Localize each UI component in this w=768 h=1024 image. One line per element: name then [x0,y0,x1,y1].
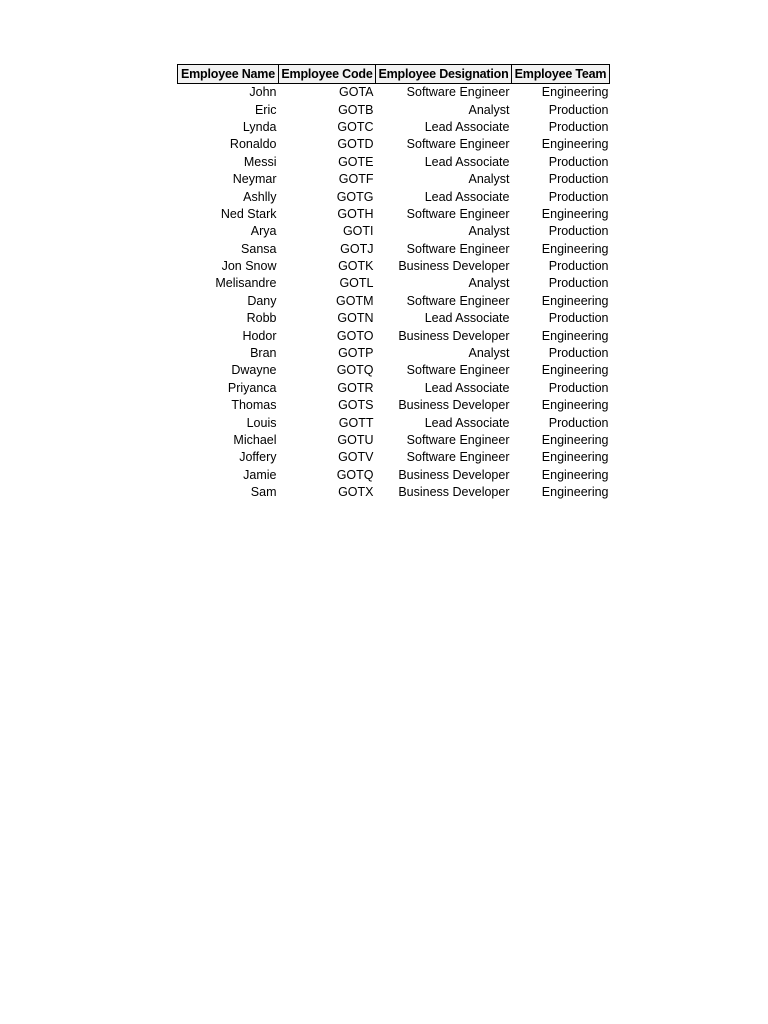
employee-name-cell: Ronaldo [229,137,277,152]
employee-name-cell: Ned Stark [220,206,277,221]
header-employee-code: Employee Code [279,65,376,84]
table-row [178,171,610,188]
header-employee-team: Employee Team [512,65,610,84]
employee-designation-cell: Analyst [468,346,510,361]
employee-designation-cell: Analyst [468,172,510,187]
employee-team-cell: Production [548,154,609,169]
employee-team-cell: Production [548,380,609,395]
table-row [178,258,610,275]
employee-designation-cell: Lead Associate [424,415,510,430]
table-row [178,241,610,258]
employee-code-cell: GOTR [337,380,374,395]
employee-name-cell: Sam [250,485,277,500]
employee-code-cell: GOTN [337,311,374,326]
employee-code-cell: GOTX [338,485,374,500]
table-header [178,65,610,84]
employee-name-cell: Arya [250,224,277,239]
employee-name-cell: Dwayne [231,363,277,378]
employee-designation-cell: Software Engineer [406,137,510,152]
employee-team-cell: Engineering [541,241,609,256]
employee-team-cell: Production [548,119,609,134]
employee-name-cell: Jamie [243,467,277,482]
employee-code-cell: GOTS [338,398,374,413]
employee-team-cell: Production [548,346,609,361]
employee-code-cell: GOTT [338,415,374,430]
employee-sheet [177,64,610,501]
table-row [178,293,610,310]
employee-designation-cell: Lead Associate [424,119,510,134]
table-row [178,154,610,171]
employee-name-cell: Joffery [239,450,277,465]
employee-designation-cell: Lead Associate [424,154,510,169]
employee-team-cell: Engineering [541,293,609,308]
employee-designation-cell: Software Engineer [406,293,510,308]
employee-name-cell: Hodor [242,328,277,343]
employee-designation-cell: Business Developer [398,259,510,274]
employee-name-cell: John [249,85,277,100]
employee-designation-cell: Business Developer [398,398,510,413]
employee-team-cell: Engineering [541,137,609,152]
table-row [178,136,610,153]
table-row [178,345,610,362]
employee-name-cell: Jon Snow [221,259,277,274]
table-row [178,310,610,327]
employee-name-cell: Thomas [231,398,277,413]
table-row [178,206,610,223]
employee-designation-cell: Software Engineer [406,363,510,378]
employee-team-cell: Engineering [541,485,609,500]
employee-designation-cell: Business Developer [398,485,510,500]
table-row [178,397,610,414]
employee-team-cell: Engineering [541,467,609,482]
employee-code-cell: GOTU [337,433,374,447]
employee-name-cell: Eric [254,102,277,117]
table-body [178,84,610,502]
employee-team-cell: Production [548,276,609,291]
table-row [178,432,610,449]
employee-code-cell: GOTH [337,206,374,221]
employee-code-cell: GOTL [339,276,374,291]
employee-team-cell: Engineering [541,363,609,378]
employee-team-cell: Engineering [541,450,609,465]
employee-name-cell: Lynda [242,119,277,134]
employee-name-cell: Bran [250,346,277,361]
employee-team-cell: Production [548,259,609,274]
employee-team-cell: Engineering [541,398,609,413]
employee-team-cell: Production [548,311,609,326]
employee-team-cell: Engineering [541,206,609,221]
employee-code-cell: GOTA [339,85,374,100]
employee-name-cell: Dany [247,293,277,308]
employee-team-cell: Production [548,189,609,204]
employee-code-cell: GOTE [338,154,374,169]
employee-designation-cell: Business Developer [398,467,510,482]
employee-name-cell: Sansa [241,241,277,256]
employee-designation-cell: Business Developer [398,328,510,343]
employee-code-cell: GOTB [338,102,374,117]
employee-code-cell: GOTI [342,224,374,239]
employee-designation-cell: Lead Associate [424,189,510,204]
employee-code-cell: GOTQ [336,467,374,482]
table-row [178,223,610,240]
table-row [178,119,610,136]
employee-code-cell: GOTJ [340,241,374,256]
table-row [178,414,610,431]
employee-team-cell: Engineering [541,85,609,100]
employee-designation-cell: Software Engineer [406,206,510,221]
employee-designation-cell: Software Engineer [406,241,510,256]
employee-table [177,64,610,501]
employee-name-cell: Neymar [232,172,277,187]
employee-name-cell: Ashlly [243,189,277,204]
employee-designation-cell: Analyst [468,276,510,291]
table-row [178,467,610,484]
table-row [178,362,610,379]
employee-team-cell: Engineering [541,328,609,343]
employee-designation-cell: Software Engineer [406,85,510,100]
employee-code-cell: GOTF [338,172,374,187]
employee-team-cell: Production [548,172,609,187]
employee-name-cell: Melisandre [215,276,277,291]
employee-code-cell: GOTQ [336,363,374,378]
table-row [178,188,610,205]
employee-designation-cell: Analyst [468,224,510,239]
employee-name-cell: Michael [233,433,277,447]
employee-designation-cell: Analyst [468,102,510,117]
employee-name-cell: Louis [246,415,277,430]
table-row [178,275,610,292]
table-row [178,327,610,344]
employee-code-cell: GOTP [338,346,374,361]
table-row [178,449,610,466]
table-row [178,84,610,102]
employee-name-cell: Priyanca [227,380,277,395]
employee-designation-cell: Lead Associate [424,311,510,326]
employee-designation-cell: Software Engineer [406,433,510,447]
employee-team-cell: Production [548,224,609,239]
employee-team-cell: Production [548,102,609,117]
employee-name-cell: Robb [246,311,277,326]
employee-team-cell: Production [548,415,609,430]
employee-code-cell: GOTO [336,328,374,343]
employee-designation-cell: Software Engineer [406,450,510,465]
employee-code-cell: GOTV [338,450,374,465]
table-row [178,484,610,501]
employee-code-cell: GOTG [336,189,374,204]
employee-designation-cell: Lead Associate [424,380,510,395]
header-employee-name: Employee Name [178,65,279,84]
employee-code-cell: GOTC [337,119,374,134]
employee-code-cell: GOTM [336,293,374,308]
table-row [178,101,610,118]
employee-name-cell: Messi [243,154,277,169]
employee-team-cell: Engineering [541,433,609,447]
employee-code-cell: GOTK [338,259,374,274]
header-row [178,65,610,84]
table-row [178,380,610,397]
employee-code-cell: GOTD [337,137,374,152]
header-employee-designation: Employee Designation [376,65,512,84]
